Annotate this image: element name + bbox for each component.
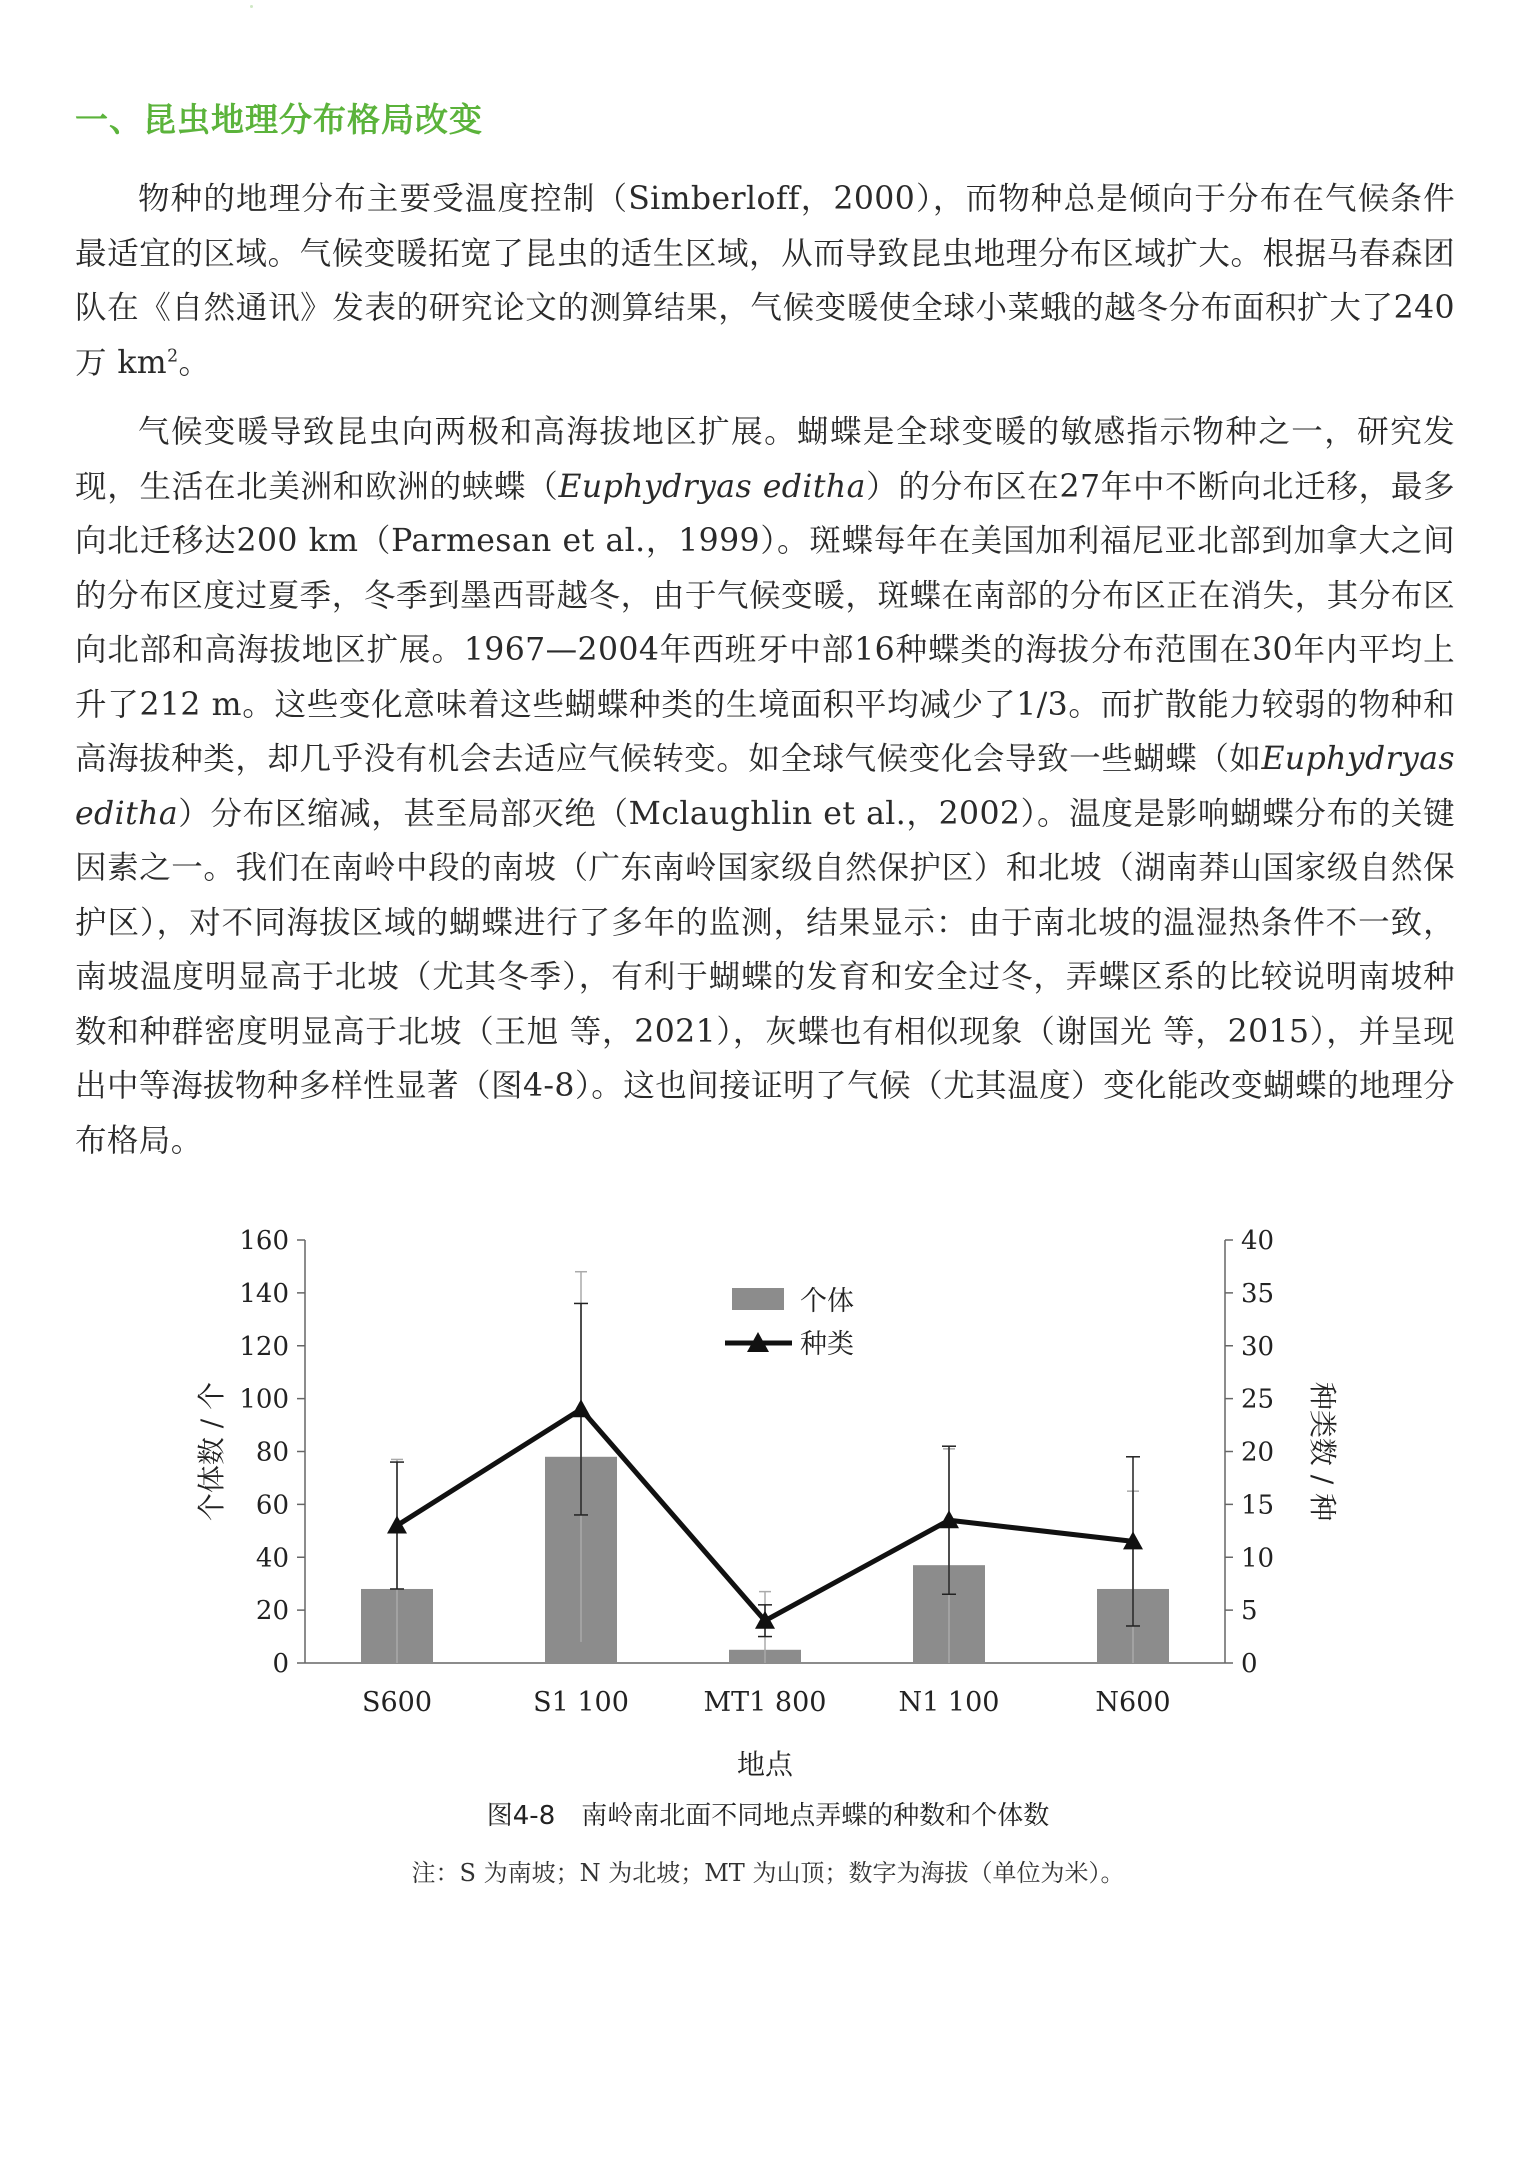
x-tick-label: S1 100 (533, 1687, 629, 1718)
bar-line-chart (170, 1222, 1370, 1822)
x-tick-label: S600 (361, 1687, 433, 1718)
superscript: 2 (167, 346, 179, 366)
figure-caption: 图4-8 南岭南北面不同地点弄蝶的种数和个体数 (486, 1801, 1050, 1831)
paragraph-1 (75, 172, 1455, 390)
right-tick-label: 40 (1241, 1226, 1275, 1256)
species-name-1: Euphydryas editha (558, 468, 866, 505)
paragraph-2-part-1: 气候变暖导致昆虫向两极和高海拔地区扩展。蝴蝶是全球变暖的敏感指示物种之一，研究发现，生活在北美洲和欧洲的蛱蝶（ (75, 414, 1455, 505)
species-name-2: Euphydryas editha (75, 741, 1455, 832)
figure-4-8 (170, 1222, 1370, 1822)
left-tick-label: 160 (239, 1226, 289, 1256)
x-tick-label: N1 100 (898, 1687, 1000, 1718)
species-line (397, 1409, 1133, 1621)
x-tick-label: N600 (1095, 1687, 1171, 1718)
paragraph-2-part-3: ）分布区缩减，甚至局部灭绝（Mclaughlin et al.，2002）。温度是影响蝴蝶分布的关键因素之一。我们在南岭中段的南坡（广东南岭国家级自然保护区）和北坡（湖南莽山国家级自然保护区），对不同海拔区域的蝴蝶进行了多年的监测，结果显示：由于南北坡的温湿热条件不一致，南坡温度明显高于北坡（尤其冬季），有利于蝴蝶的发育和安全过冬，弄蝶区系的比较说明南坡种数和种群密度明显高于北坡（王旭 等，2021），灰蝶也有相似现象（谢国光 等，2015），并呈现出中等海拔物种多样性显著（图4-8）。这也间接证明了气候（尤其温度）变化能改变蝴蝶的地理分布格局。 (75, 795, 1455, 1159)
x-axis-title: 地点 (736, 1748, 794, 1781)
left-tick-label: 80 (255, 1437, 289, 1468)
legend-line-label: 种类 (800, 1329, 854, 1360)
section-title: 一、昆虫地理分布格局改变 (75, 100, 483, 139)
left-tick-label: 140 (239, 1278, 289, 1309)
left-tick-label: 20 (255, 1596, 289, 1627)
paragraph-1-text: 物种的地理分布主要受温度控制（Simberloff，2000），而物种总是倾向于分布在气候条件最适宜的区域。气候变暖拓宽了昆虫的适生区域，从而导致昆虫地理分布区域扩大。根据马春森团队在《自然通讯》发表的研究论文的测算结果，气候变暖使全球小菜蛾的越冬分布面积扩大了240万 km (75, 181, 1455, 381)
left-tick-label: 40 (255, 1543, 289, 1574)
left-tick-label: 120 (239, 1331, 289, 1362)
decorative-dot (250, 5, 253, 8)
right-axis-title: 种类数 / 种 (1306, 1381, 1339, 1522)
right-tick-label: 30 (1241, 1331, 1275, 1362)
left-tick-label: 100 (239, 1384, 289, 1415)
left-tick-label: 0 (272, 1649, 289, 1679)
right-tick-label: 35 (1241, 1278, 1275, 1309)
paragraph-2-part-2: ）的分布区在27年中不断向北迁移，最多向北迁移达200 km（Parmesan et al.，1999）。斑蝶每年在美国加利福尼亚北部到加拿大之间的分布区度过夏季，冬季到墨西哥越冬，由于气候变暖，斑蝶在南部的分布区正在消失，其分布区向北部和高海拔地区扩展。1967—2004年西班牙中部16种蝶类的海拔分布范围在30年内平均上升了212 m。这些变化意味着这些蝴蝶种类的生境面积平均减少了1/3。而扩散能力较弱的物种和高海拔种类，却几乎没有机会去适应气候转变。如全球气候变化会导致一些蝴蝶（如 (75, 468, 1455, 777)
legend-bar-swatch (732, 1288, 784, 1310)
left-tick-label: 60 (255, 1490, 289, 1521)
legend-bar-label: 个体 (800, 1286, 854, 1317)
x-tick-label: MT1 800 (703, 1687, 827, 1718)
right-tick-label: 15 (1241, 1490, 1275, 1521)
left-axis-title: 个体数 / 个 (195, 1381, 228, 1522)
right-tick-label: 5 (1241, 1596, 1258, 1627)
right-tick-label: 25 (1241, 1384, 1275, 1415)
right-tick-label: 10 (1241, 1543, 1275, 1574)
figure-note: 注：S 为南坡；N 为北坡；MT 为山顶；数字为海拔（单位为米）。 (411, 1859, 1125, 1887)
species-marker (571, 1399, 591, 1417)
paragraph-2 (75, 405, 1455, 1168)
paragraph-1-end: 。 (178, 344, 211, 381)
right-tick-label: 20 (1241, 1437, 1275, 1468)
right-tick-label: 0 (1241, 1649, 1258, 1679)
